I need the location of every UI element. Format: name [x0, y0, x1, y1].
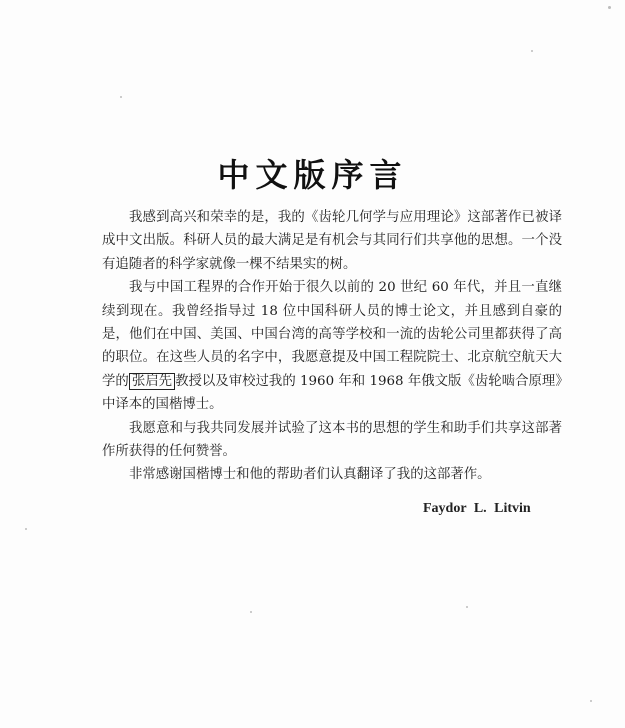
paragraph-2-text-after: 教授以及审校过我的 1960 年和 1968 年俄文版《齿轮啮合原理》中译本的国楷博士。 [102, 373, 563, 413]
boxed-name: 张启先 [129, 373, 175, 390]
scan-speck [466, 606, 468, 608]
scan-speck [531, 50, 533, 52]
paragraph-4: 非常感谢国楷博士和他的帮助者们认真翻译了我的这部著作。 [129, 467, 491, 483]
preface-body [102, 206, 562, 487]
scan-speck [608, 6, 611, 9]
paragraph-3: 我愿意和与我共同发展并试验了这本书的思想的学生和助手们共享这部著作所获得的任何赞誉。 [102, 420, 562, 460]
paragraph-2-text-before: 我与中国工程界的合作开始于很久以前的 20 世纪 60 年代，并且一直继续到现在。我曾经指导过 18 位中国科研人员的博士论文，并且感到自豪的是，他们在中国、美国、中国台湾的高等学校和一流的齿轮公司里都获得了高的职位。在这些人员的名字中，我愿意提及中国工程院院士、北京航空航天大学的 [102, 280, 562, 389]
paragraph-1: 我感到高兴和荣幸的是，我的《齿轮几何学与应用理论》这部著作已被译成中文出版。科研人员的最大满足是有机会与其同行们共享他的思想。一个没有追随者的科学家就像一棵不结果实的树。 [102, 210, 562, 272]
signature-middle-initial: L. [473, 501, 487, 516]
scan-speck [120, 96, 122, 98]
scan-speck [250, 611, 252, 613]
scan-speck [25, 528, 27, 530]
scan-speck [590, 700, 592, 702]
paragraph-2 [102, 276, 562, 416]
page-title: 中文版序言 [217, 156, 408, 194]
signature-first-name: Faydor [423, 501, 467, 516]
author-signature [423, 501, 531, 517]
signature-last-name: Litvin [494, 501, 531, 516]
